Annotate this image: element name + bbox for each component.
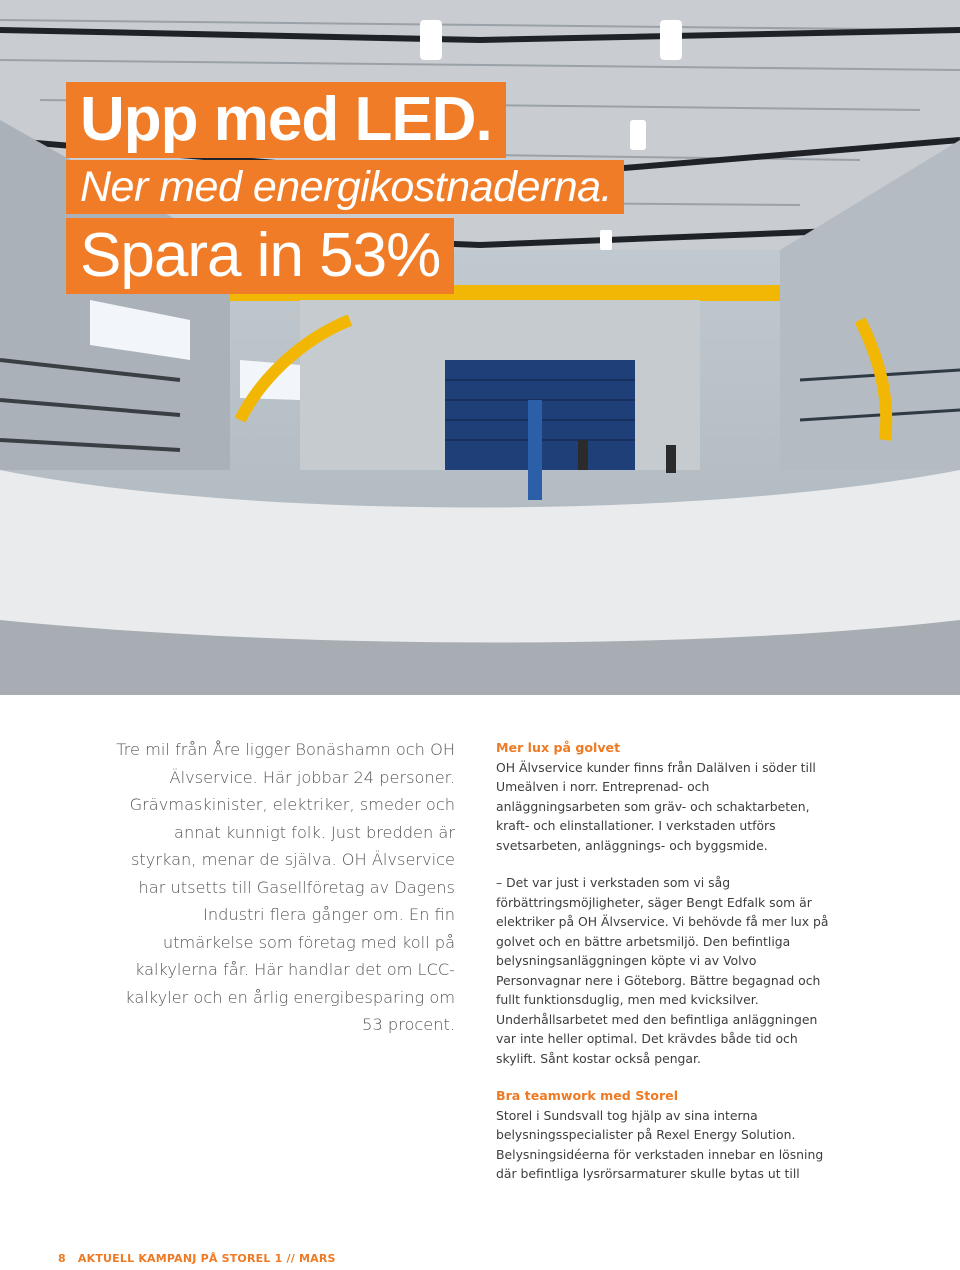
intro-paragraph: Tre mil från Åre ligger Bonäshamn och OH Älvservice. Här jobbar 24 personer. Grävmaskinister, elektriker, smeder och annat kunnigt folk. Just bredden är styrkan, menar de själva. OH Älvservice har utsetts till Gasellföretag av Dagens Industri flera gånger om. En fin utmärkelse som företag med koll på kalkylerna får. Här handlar det om LCC-kalkyler och en årlig energibesparing om 53 procent. [116,740,455,1034]
headline-line-3: Spara in 53% [66,218,454,294]
headline-line-1: Upp med LED. [66,82,506,158]
headline-line-2: Ner med energikostnaderna. [66,160,624,214]
paragraph-kunder: OH Älvservice kunder finns från Dalälven i söder till Umeälven i norr. Entreprenad- och anläggningsarbeten som gräv- och schaktarbeten, kraft- och elinstallationer. I verkstaden utförs svetsarbeten, anläggnings- och byggsmide. [496,759,816,853]
page-footer [58,1252,344,1265]
section-heading-mer-lux: Mer lux på golvet [496,740,621,755]
article-body [496,738,836,1184]
section-heading-teamwork: Bra teamwork med Storel [496,1088,679,1103]
page-number: 8 [58,1252,66,1265]
footer-text: AKTUELL KAMPANJ PÅ STOREL 1 // MARS [77,1252,336,1265]
paragraph-quote: – Det var just i verkstaden som vi såg förbättringsmöjligheter, säger Bengt Edfalk som är elektriker på OH Älvservice. Vi behövde få mer lux på golvet och en bättre arbetsmiljö. Den befintliga belysningsanläggningen köpte vi av Volvo Personvagnar nere i Göteborg. Bättre begagnad och fullt funktionsduglig, men med kvicksilver. Underhållsarbetet med den befintliga anläggningen var inte heller optimal. Det krävdes både tid och skylift. Sånt kostar också pengar. [496,875,829,1066]
paragraph-storel: Storel i Sundsvall tog hjälp av sina interna belysningsspecialister på Rexel Energy Solution. Belysningsidéerna för verkstaden innebar en lösning där befintliga lysrörsarmaturer skulle bytas ut till [496,1107,824,1181]
